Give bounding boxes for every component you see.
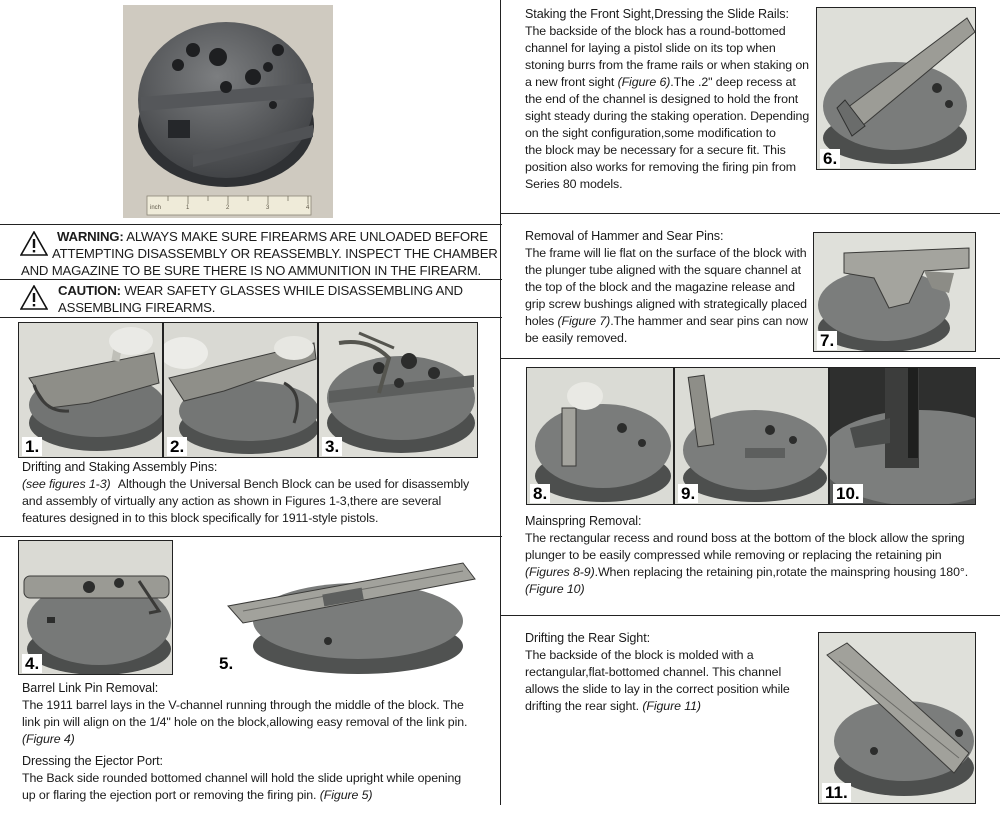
rear-sight-ref: (Figure 11) [642, 699, 701, 713]
rear-sight-line-4: drifting the rear sight. [525, 699, 639, 713]
ejector-port-line-2: up or flaring the ejection port or removing the firing pin. [22, 788, 317, 802]
barrel-link-ref: (Figure 4) [22, 732, 75, 746]
rear-sight-line-2: rectangular,flat-bottomed channel. This channel [525, 665, 782, 679]
figure-1-photo [18, 322, 163, 458]
figure-6-label: 6. [820, 149, 840, 168]
figure-10-photo [829, 367, 976, 505]
figure-5-photo [212, 540, 490, 675]
front-sight-line-8: the block may be necessary for a secure fit. This [525, 143, 786, 157]
rule-right-2 [500, 358, 1000, 359]
ejector-port-line-1: The Back side rounded bottomed channel will hold the slide upright while opening [22, 771, 462, 785]
mainspring-ref-2: (Figure 10) [525, 582, 585, 596]
figure-5-label: 5. [216, 654, 236, 673]
barrel-link-line-1: The 1911 barrel lays in the V-channel running through the middle of the block. The [22, 698, 464, 712]
warning-triangle-icon [20, 231, 48, 256]
figure-4-photo [18, 540, 173, 675]
caution-triangle-icon [20, 285, 48, 310]
hammer-sear-line-2: the plunger tube aligned with the square channel at [525, 263, 801, 277]
mainspring-line-1: The rectangular recess and round boss at the bottom of the block allow the spring [525, 531, 965, 545]
hammer-sear-line-1: The frame will lie flat on the surface of the block with [525, 246, 807, 260]
figure-7-photo [813, 232, 976, 352]
front-sight-line-1: The backside of the block has a round-bottomed [525, 24, 786, 38]
figure-3-photo [318, 322, 478, 458]
caution-line-1: WEAR SAFETY GLASSES WHILE DISASSEMBLING AND [124, 283, 463, 298]
warning-line-2: ATTEMPTING DISASSEMBLY OR REASSEMBLY. INSPECT THE CHAMBER [52, 246, 498, 261]
front-sight-line-5: the end of the channel is designed to hold the front [525, 92, 799, 106]
front-sight-line-4a: a new front sight [525, 75, 615, 89]
front-sight-line-3: stoning burrs from the frame rails or when staking on [525, 58, 809, 72]
front-sight-line-6: sight steady during the staking operation. Depending [525, 109, 810, 123]
figure-9-photo [674, 367, 829, 505]
front-sight-title: Staking the Front Sight,Dressing the Slide Rails: [525, 7, 789, 21]
rear-sight-line-3: allows the slide to lay in the correct position while [525, 682, 790, 696]
hammer-sear-ref: (Figure 7) [557, 314, 611, 328]
front-sight-line-9: position also works for removing the firing pin from [525, 160, 796, 174]
warning-keyword: WARNING: [57, 229, 124, 244]
rear-sight-line-1: The backside of the block is molded with a [525, 648, 754, 662]
mainspring-title: Mainspring Removal: [525, 514, 642, 528]
rule-warning-bottom [0, 279, 502, 280]
hammer-sear-line-5b: .The hammer and sear pins can now [610, 314, 808, 328]
drifting-staking-title: Drifting and Staking Assembly Pins: [22, 460, 218, 474]
bench-block-image [123, 5, 333, 218]
rule-right-3 [500, 615, 1000, 616]
figure-10-label: 10. [833, 484, 863, 503]
figure-4-label: 4. [22, 654, 42, 673]
figure-11-photo [818, 632, 976, 804]
front-sight-line-7: on the sight configuration,some modification to [525, 126, 776, 140]
drifting-staking-line-2: and assembly of virtually any action as shown in Figures 1-3,there are several [22, 494, 442, 508]
caution-keyword: CAUTION: [58, 283, 121, 298]
ejector-port-ref: (Figure 5) [319, 788, 373, 802]
figure-2-label: 2. [167, 437, 187, 456]
mainspring-line-3: .When replacing the retaining pin,rotate the mainspring housing 180°. [594, 565, 969, 579]
front-sight-line-4b: .The .2" deep recess at [670, 75, 796, 89]
rule-caution-bottom [0, 317, 502, 318]
figure-7-label: 7. [817, 331, 837, 350]
front-sight-ref: (Figure 6) [617, 75, 671, 89]
figure-8-label: 8. [530, 484, 550, 503]
ruler-tick-2: 2 [226, 205, 230, 211]
rear-sight-title: Drifting the Rear Sight: [525, 631, 650, 645]
hammer-sear-line-4: grip screw bushings aligned with strategically placed [525, 297, 807, 311]
hammer-sear-line-6: be easily removed. [525, 331, 628, 345]
figure-8-photo [526, 367, 674, 505]
hammer-sear-title: Removal of Hammer and Sear Pins: [525, 229, 724, 243]
rule-right-1 [500, 213, 1000, 214]
drifting-staking-line-3: features designed in to this block specifically for 1911-style pistols. [22, 511, 379, 525]
rule-warning-top [0, 224, 502, 225]
figure-2-photo [163, 322, 318, 458]
hammer-sear-line-3: the top of the block and the magazine release and [525, 280, 795, 294]
mainspring-line-2: plunger to be easily compressed while removing or replacing the retaining pin [525, 548, 942, 562]
ruler-unit: inch [150, 205, 162, 211]
barrel-link-title: Barrel Link Pin Removal: [22, 681, 159, 695]
drifting-staking-line-1: Although the Universal Bench Block can be used for disassembly [117, 477, 470, 491]
product-photo [123, 5, 333, 218]
warning-line-1: ALWAYS MAKE SURE FIREARMS ARE UNLOADED BEFORE [126, 229, 488, 244]
front-sight-line-2: channel for laying a pistol slide on its top when [525, 41, 776, 55]
mainspring-ref-1: (Figures 8-9) [525, 565, 595, 579]
warning-line-3: AND MAGAZINE TO BE SURE THERE IS NO AMMUNITION IN THE FIREARM. [21, 263, 481, 278]
figure-11-label: 11. [822, 783, 851, 802]
rule-section-2 [0, 536, 502, 537]
figure-1-label: 1. [22, 437, 42, 456]
figure-6-photo [816, 7, 976, 170]
hammer-sear-line-5a: holes [525, 314, 555, 328]
caution-line-2: ASSEMBLING FIREARMS. [58, 300, 216, 315]
front-sight-line-10: Series 80 models. [525, 177, 623, 191]
figure-3-label: 3. [322, 437, 342, 456]
figure-9-label: 9. [678, 484, 698, 503]
ruler-tick-3: 3 [266, 205, 270, 211]
drifting-staking-ref: (see figures 1-3) [22, 477, 111, 491]
column-divider [500, 0, 501, 805]
ruler-tick-4: 4 [306, 205, 310, 211]
barrel-link-line-2: link pin will align on the 1/4" hole on the block,allowing easy removal of the link pin. [22, 715, 468, 729]
ruler-tick-1: 1 [186, 205, 190, 211]
ejector-port-title: Dressing the Ejector Port: [22, 754, 163, 768]
